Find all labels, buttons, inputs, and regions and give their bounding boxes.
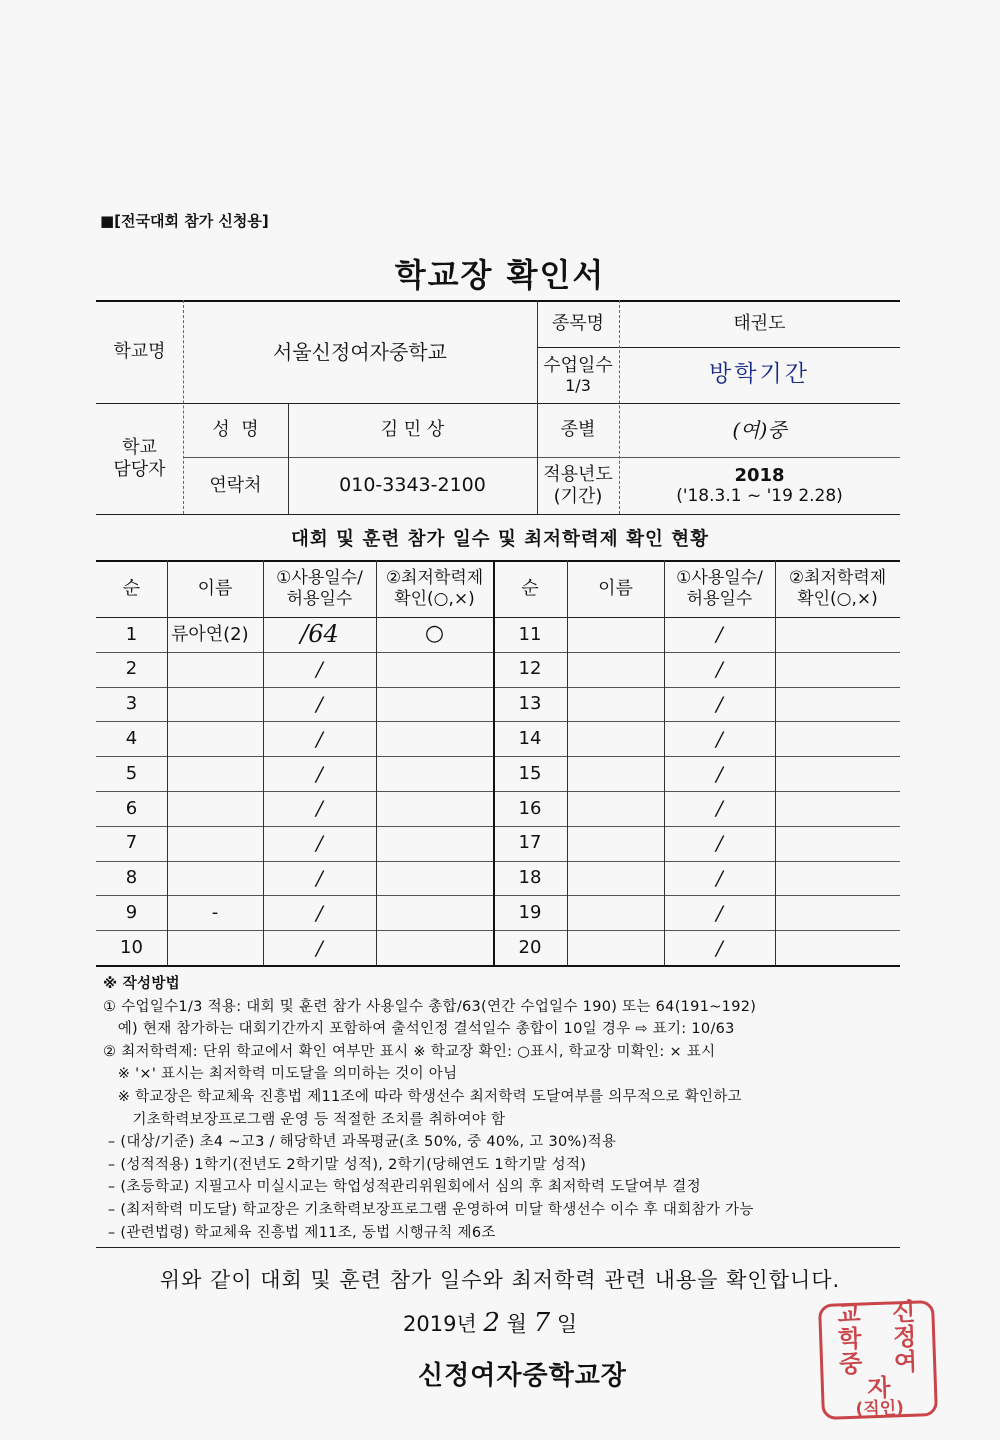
row-check [775,826,900,861]
row-check [376,721,493,756]
row-name [567,826,664,861]
date-line [403,1308,577,1338]
row-number: 4 [125,727,138,749]
type-label: 종별 [560,419,596,441]
row-name [167,791,263,826]
row-check [775,756,900,791]
row-days: / [716,761,723,786]
instruction-line: ※ 작성방법 [103,976,180,992]
row-name [167,861,263,896]
col-min-line1: ②최저학력제 [385,568,484,589]
seal-char: 자 [866,1373,892,1403]
row-number: 19 [518,901,542,923]
year-value-line2: ('18.3.1 ~ '19 2.28) [676,486,843,507]
instruction-line: – (대상/기준) 초4 ~고3 / 해당학년 과목평균(초 50%, 중 40%, 고 30%)적용 [103,1134,617,1151]
row-check [376,861,493,896]
row-number: 16 [518,797,542,819]
instruction-line: – (성적적용) 1학기(전년도 2학기말 성적), 2학기(당해연도 1학기말 성적) [103,1156,587,1173]
date-day-value: 7 [533,1308,551,1338]
instruction-line: ※ '×' 표시는 최저학력 미도달을 의미하는 것이 아님 [103,1066,458,1083]
days-label-line1: 수업일수 [543,354,613,376]
row-days: / [716,865,723,890]
row-check [775,617,900,652]
year-label-line2: (기간) [553,485,603,507]
staff-label-line2: 담당자 [113,458,166,480]
sport-value: 태권도 [733,312,786,334]
school-label: 학교명 [113,340,166,362]
row-days: / [716,900,723,925]
col-days-line1: ①사용일수/ [676,568,763,589]
row-name [167,826,263,861]
row-days: / [316,796,323,821]
days-label [537,347,619,403]
days-label-line2: 1/3 [565,376,591,396]
instruction-line: 예) 현재 참가하는 대회기간까지 포함하여 출석인정 결석일수 총합이 10일 경우 ⇨ 표기: 10/63 [103,1021,735,1038]
row-name [567,861,664,896]
row-number: 20 [518,936,542,958]
row-check [775,791,900,826]
section-title: 대회 및 훈련 참가 일수 및 최저학력제 확인 현황 [290,529,710,550]
col-min-line2: 확인(○,×) [394,588,475,609]
document-title: 학교장 확인서 [394,256,606,294]
days-value: 방학기간 [709,361,810,388]
contact-value: 010-3343-2100 [339,474,486,497]
date-year: 2019년 [403,1312,477,1336]
row-days: / [716,935,723,960]
instruction-line: 기초학력보장프로그램 운영 등 적절한 조치를 취하여야 함 [103,1111,506,1128]
row-check [376,652,493,687]
row-name: 류아연(2) [171,623,249,645]
col-days-line2: 허용일수 [686,588,753,609]
row-check [376,826,493,861]
year-label-line1: 적용년도 [543,463,613,485]
row-number: 2 [125,658,138,680]
row-name [167,930,263,965]
row-number: 5 [125,762,138,784]
row-check [775,687,900,722]
row-number: 7 [125,832,138,854]
year-value [619,457,900,514]
date-day-label: 일 [556,1312,578,1336]
row-check [775,930,900,965]
row-name [567,721,664,756]
header-tag: ■[전국대회 참가 신청용] [100,212,269,230]
row-days: / [316,935,323,960]
row-name [567,895,664,930]
col-name-header: 이름 [598,577,633,599]
row-number: 10 [120,936,143,958]
official-seal-icon [818,1297,938,1421]
col-min-line1: ②최저학력제 [788,568,887,589]
row-number: 12 [518,658,542,680]
instruction-line: – (관련법령) 학교체육 진흥법 제11조, 동법 시행규칙 제6조 [103,1224,496,1241]
col-min-header [376,560,493,617]
row-name [567,791,664,826]
col-name-header: 이름 [197,577,233,599]
col-no-header: 순 [521,577,539,599]
row-name [567,756,664,791]
row-number: 9 [125,901,138,923]
row-days: / [716,726,723,751]
row-days: /64 [300,620,339,648]
year-value-line1: 2018 [734,464,785,486]
row-check [376,756,493,791]
name-value: 김 민 상 [380,419,445,441]
row-number: 11 [518,623,542,645]
row-days: / [316,657,323,682]
col-days-line1: ①사용일수/ [276,568,363,589]
row-days: / [316,761,323,786]
instruction-line: – (최저학력 미도달) 학교장은 기초학력보장프로그램 운영하여 미달 학생선수 이수 후 대회참가 가능 [103,1202,754,1218]
row-days: / [316,691,323,716]
school-name: 서울신정여자중학교 [273,339,447,364]
seal-char: 정 [892,1322,917,1352]
row-check: ○ [424,621,445,647]
name-label: 성 명 [212,419,259,441]
contact-label: 연락처 [209,474,262,496]
seal-char: 교 [836,1299,861,1329]
row-days: / [316,900,323,925]
seal-char: 학 [837,1324,862,1354]
row-check [376,687,493,722]
row-name [167,687,263,722]
signer-name: 신정여자중학교장 [418,1361,627,1391]
row-number: 14 [518,727,542,749]
col-min-line2: 확인(○,×) [797,588,878,609]
row-number: 13 [518,693,542,715]
row-days: / [316,726,323,751]
row-number: 15 [518,762,542,784]
row-days: / [716,691,723,716]
row-number: 6 [125,797,138,819]
row-days: / [716,831,723,856]
row-check [376,791,493,826]
row-days: / [316,865,323,890]
row-number: 17 [518,832,542,854]
row-name [567,687,664,722]
row-days: / [716,622,723,647]
row-number: 18 [518,867,542,889]
row-number: 1 [125,623,138,645]
row-number: 3 [125,693,138,715]
seal-char: 중 [838,1349,863,1379]
instruction-line: ② 최저학력제: 단위 학교에서 확인 여부만 표시 ※ 학교장 확인: ○표시, 학교장 미확인: × 표시 [103,1043,716,1060]
year-label [537,457,619,514]
row-name [167,721,263,756]
row-days: / [316,831,323,856]
type-value: (여)중 [732,418,787,442]
col-days-header [263,560,376,617]
row-check [775,721,900,756]
row-check [376,895,493,930]
row-name [167,756,263,791]
row-name: - [211,901,219,923]
seal-char: 여 [893,1347,918,1377]
sport-label: 종목명 [551,312,605,334]
col-days-line2: 허용일수 [286,588,353,609]
row-days: / [716,796,723,821]
row-number: 8 [125,867,138,889]
staff-label-line1: 학교 [122,436,157,458]
confirmation-text: 위와 같이 대회 및 훈련 참가 일수와 최저학력 관련 내용을 확인합니다. [159,1268,841,1292]
row-check [775,861,900,896]
row-check [775,652,900,687]
seal-char: (직인) [855,1398,905,1421]
row-check [775,895,900,930]
row-check [376,930,493,965]
row-name [567,930,664,965]
instruction-line: ※ 학교장은 학교체육 진흥법 제11조에 따라 학생선수 최저학력 도달여부를 의무적으로 확인하고 [103,1089,742,1105]
row-days: / [716,657,723,682]
col-no-header: 순 [122,577,141,599]
instruction-line: ① 수업일수1/3 적용: 대회 및 훈련 참가 사용일수 총합/63(연간 수업일수 190) 또는 64(191~192) [103,998,757,1015]
row-name [567,652,664,687]
staff-label [96,403,183,514]
seal-char: 신 [891,1297,916,1327]
row-name [567,617,664,652]
col-days-header [664,560,775,617]
date-month-value: 2 [483,1308,500,1338]
instruction-line: – (초등학교) 지필고사 미실시교는 학업성적관리위원회에서 심의 후 최저학력 도달여부 결정 [103,1179,701,1196]
date-month-label: 월 [506,1312,527,1336]
col-min-header [775,560,900,617]
row-name [167,652,263,687]
